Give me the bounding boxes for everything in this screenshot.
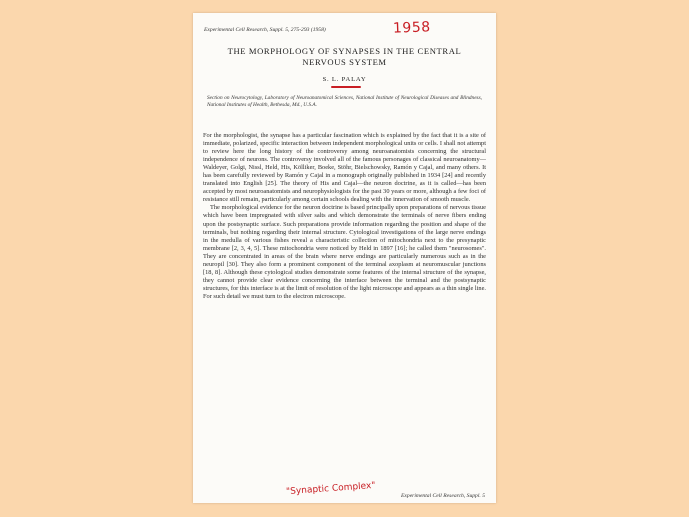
paper-title: THE MORPHOLOGY OF SYNAPSES IN THE CENTRAL NERVOUS SYSTEM — [227, 46, 462, 67]
handwritten-note: "Synaptic Complex" — [285, 480, 376, 498]
paragraph-1: For the morphologist, the synapse has a particular fascination which is explained by the fact that it is a site of immediate, polarized, specific interaction between independent morphological units or cells. I shall not attempt to review here the long history of the controversy among neuroanatomists concerning the structural independence of neurons. The controversy involved all of the famous personages of classical neuroanatomy—Waldeyer, Golgi, Nissl, Held, His, Kölliker, Boeke, Stöhr, Bielschowsky, Ramón y Cajal, and many others. It has been carefully reviewed by Ramón y Cajal in a monograph originally published in 1934 [24] and recently translated into English [25]. The theory of His and Cajal—the neuron doctrine, as it is called—has been accepted by most neuroanatomists and neurophysiologists for the past 30 years or more, although a few foci of resistance still remain, particularly among certain schools dealing with the innervation of smooth muscle. — [203, 132, 486, 204]
author-name: S. L. PALAY — [322, 76, 367, 83]
author-underline-mark — [331, 86, 361, 88]
author-affiliation: Section on Neurocytology, Laboratory of Neuroanatomical Sciences, National Institute of Neurological Diseases and Blindness, National Institutes of Health, Bethesda, Md., U.S.A. — [207, 95, 482, 108]
journal-header: Experimental Cell Research, Suppl. 5, 275-293 (1958) — [204, 27, 326, 33]
paragraph-2: The morphological evidence for the neuron doctrine is based principally upon preparations of nervous tissue which have been impregnated with silver salts and which demonstrate the terminals of nerve fibers ending upon the postsynaptic surface. Such preparations provide information regarding the position and shape of the terminals, but nothing regarding their internal structure. Cytological investigations of the large nerve endings in the medulla of various fishes reveal a characteristic collection of mitochondria next to the presynaptic membrane [2, 3, 4, 5]. These mitochondria were noticed by Held in 1897 [16]; he called them "neurosomes". They are concentrated in areas of the brain where nerve endings are particularly numerous such as in the neuropil [30]. They also form a prominent component of the terminal axoplasm at neuromuscular junctions [18, 8]. Although these cytological studies demonstrate some features of the internal structure of the synapse, they cannot provide clear evidence concerning the interface between the terminal and the postsynaptic structures, for this interface is at the limit of resolution of the light microscope and appears as a thin single line. For such detail we must turn to the electron microscope. — [203, 204, 486, 300]
body-text — [203, 132, 486, 301]
paper-page — [193, 13, 496, 503]
year-annotation: 1958 — [392, 19, 431, 37]
journal-footer: Experimental Cell Research, Suppl. 5 — [401, 493, 485, 499]
